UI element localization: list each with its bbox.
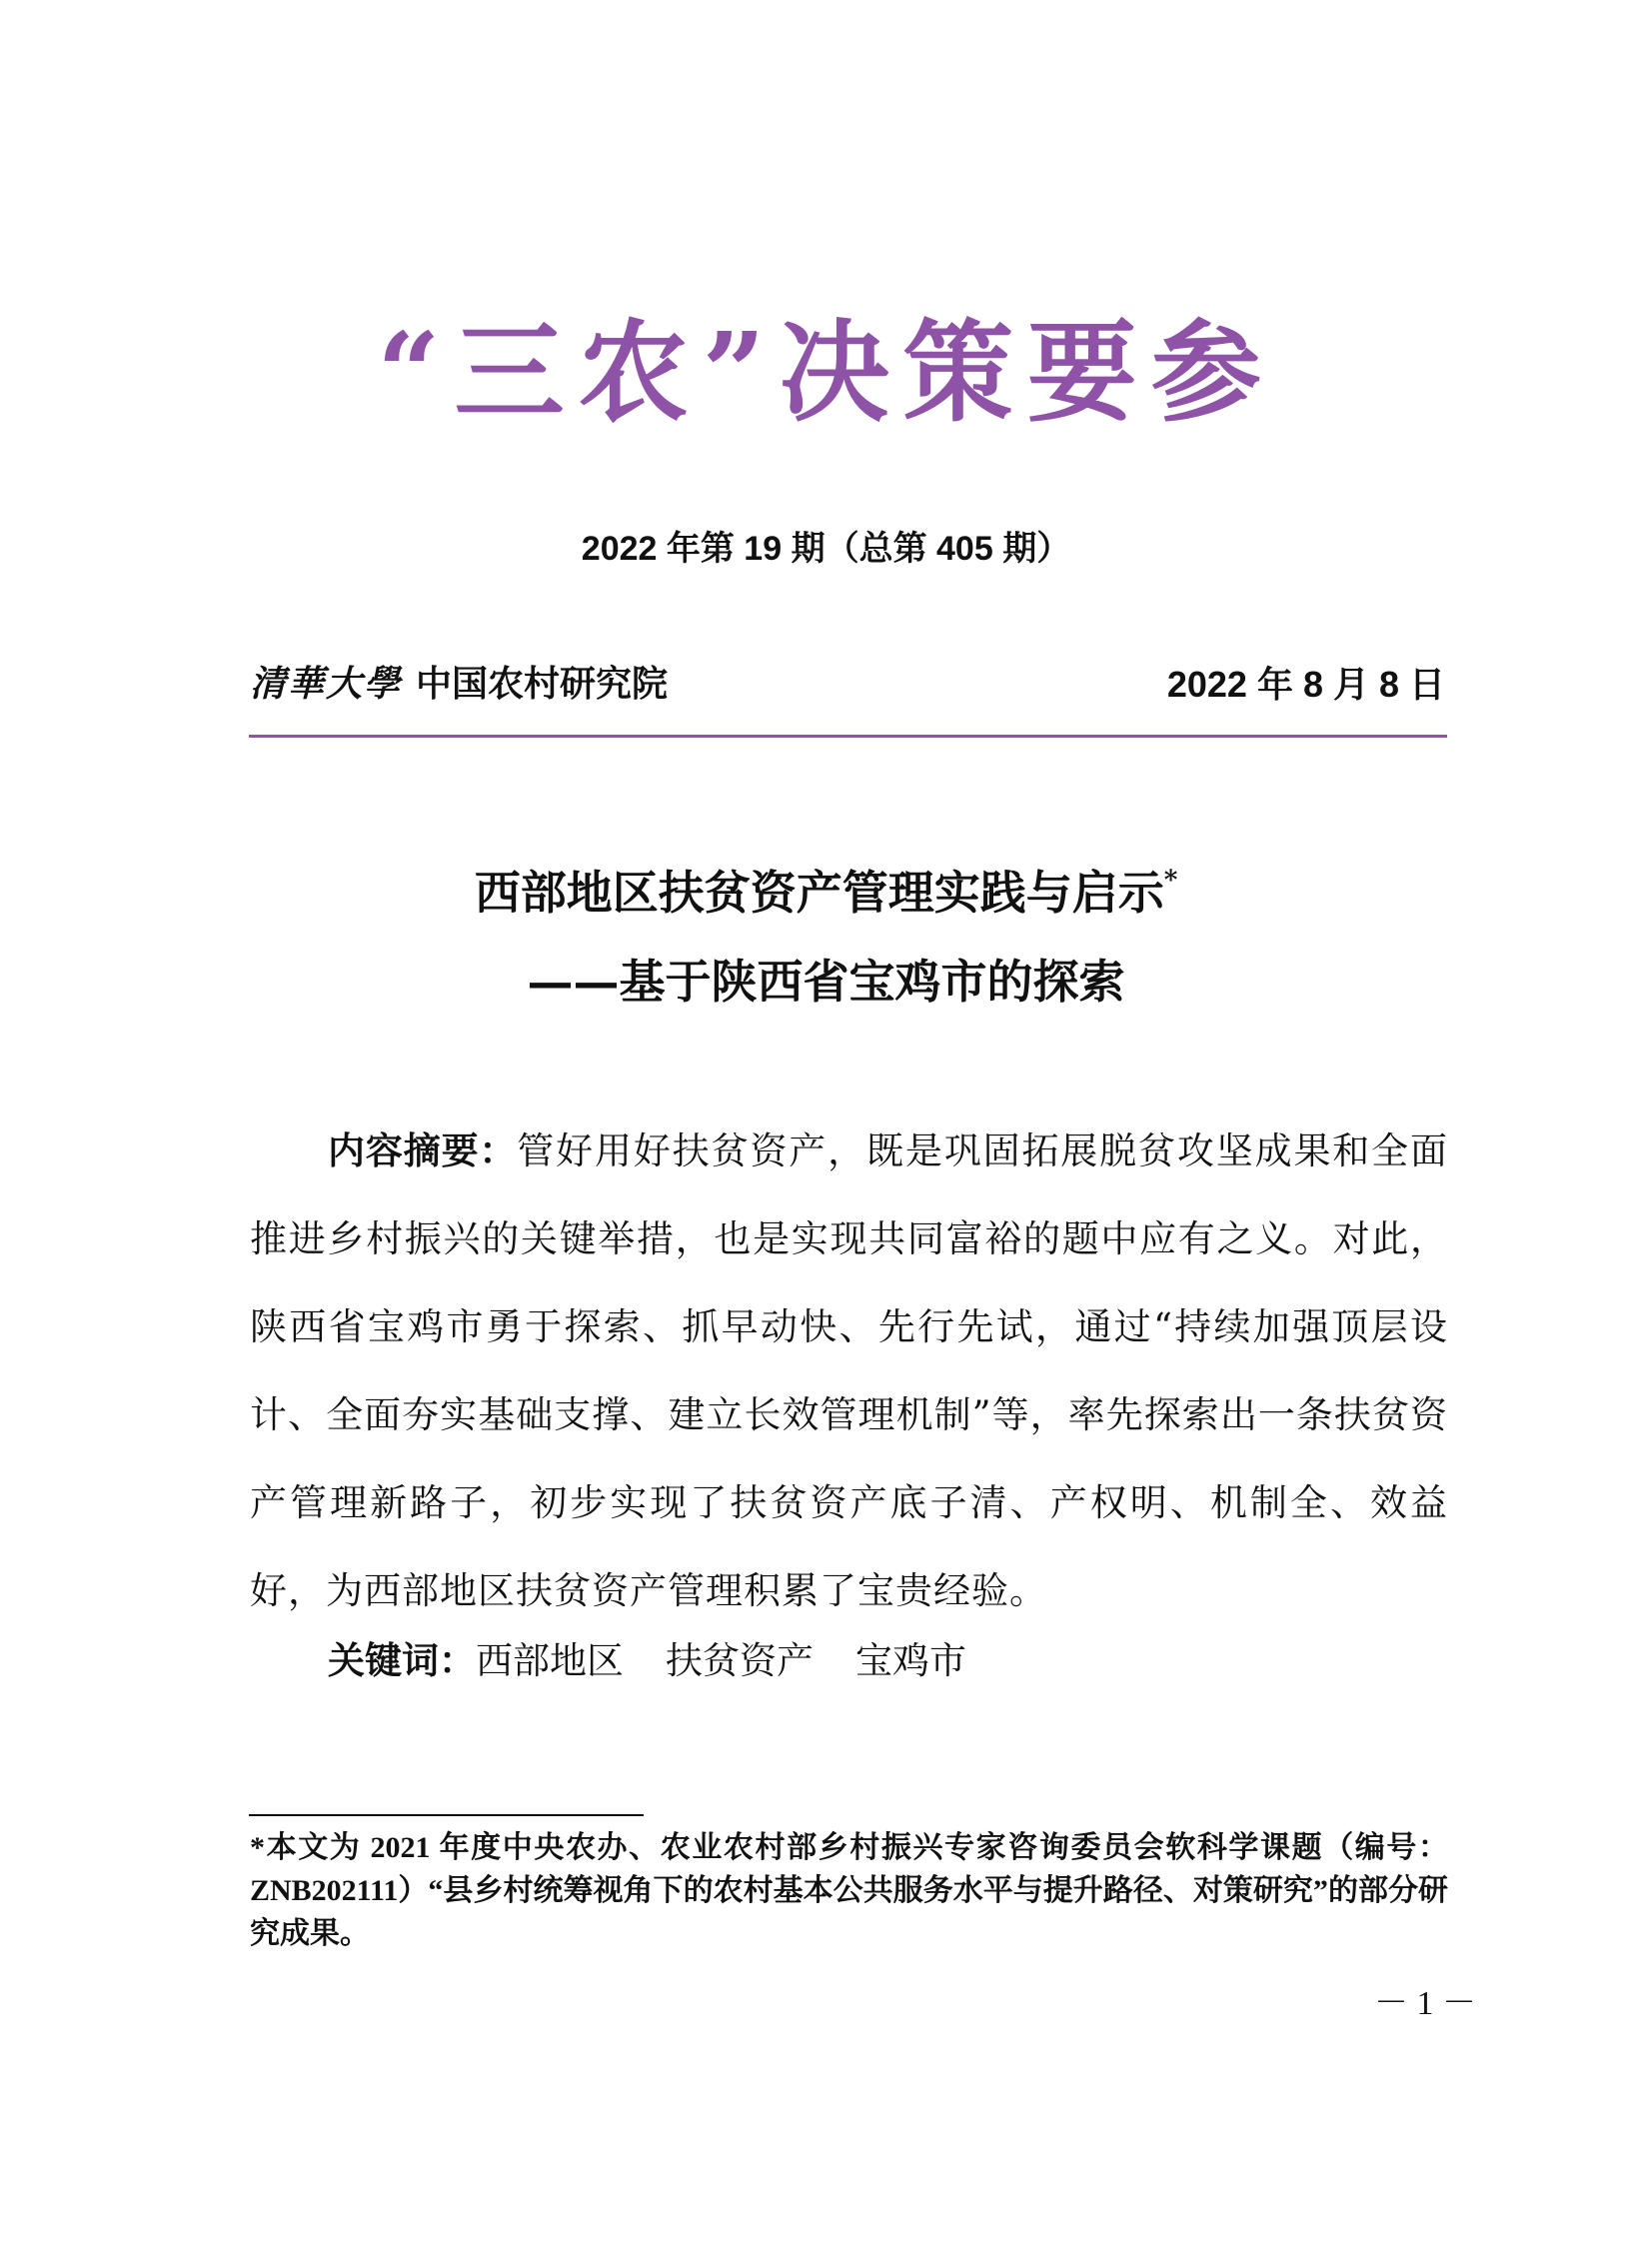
keyword-item: 西部地区 <box>476 1639 624 1682</box>
issue-number: 2022 年第 19 期（总第 405 期） <box>581 530 1071 568</box>
article-title <box>0 857 1652 923</box>
publisher <box>250 656 668 707</box>
article-subtitle: ——基于陕西省宝鸡市的探索 <box>527 955 1125 1009</box>
masthead-title: “三农”决策要参 <box>377 308 1275 437</box>
footnote: *本文为 2021 年度中央农办、农业农村部乡村振兴专家咨询委员会软科学课题（编号：ZNB202111）“县乡村统筹视角下的农村基本公共服务水平与提升路径、对策研究”的部分研究成果。 <box>250 1831 1448 1950</box>
keywords-line <box>328 1630 966 1684</box>
publish-date: 2022 年 8 月 8 日 <box>1166 664 1445 705</box>
abstract-text: 管好用好扶贫资产，既是巩固拓展脱贫攻坚成果和全面推进乡村振兴的关键举措，也是实现共同富裕的题中应有之义。对此，陕西省宝鸡市勇于探索、抓早动快、先行先试，通过“持续加强顶层设计、全面夯实基础支撑、建立长效管理机制”等，率先探索出一条扶贫资产管理新路子，初步实现了扶贫资产底子清、产权明、机制全、效益好，为西部地区扶贫资产管理积累了宝贵经验。 <box>250 1129 1449 1612</box>
keyword-item: 扶贫资产 <box>666 1639 814 1682</box>
page-number: － 1 － <box>1374 1985 1476 2022</box>
article-title-text: 西部地区扶贫资产管理实践与启示 <box>474 866 1164 920</box>
footnote-divider <box>249 1814 644 1816</box>
university-logo-text: 清華大學 <box>250 663 403 705</box>
abstract-paragraph <box>250 1108 1448 1635</box>
keywords-label: 关键词： <box>328 1640 476 1681</box>
institute-name: 中国农村研究院 <box>416 663 669 705</box>
keyword-item: 宝鸡市 <box>855 1639 966 1682</box>
header-divider <box>249 735 1447 738</box>
title-footnote-marker: * <box>1163 866 1178 896</box>
abstract-label: 内容摘要： <box>328 1130 518 1171</box>
